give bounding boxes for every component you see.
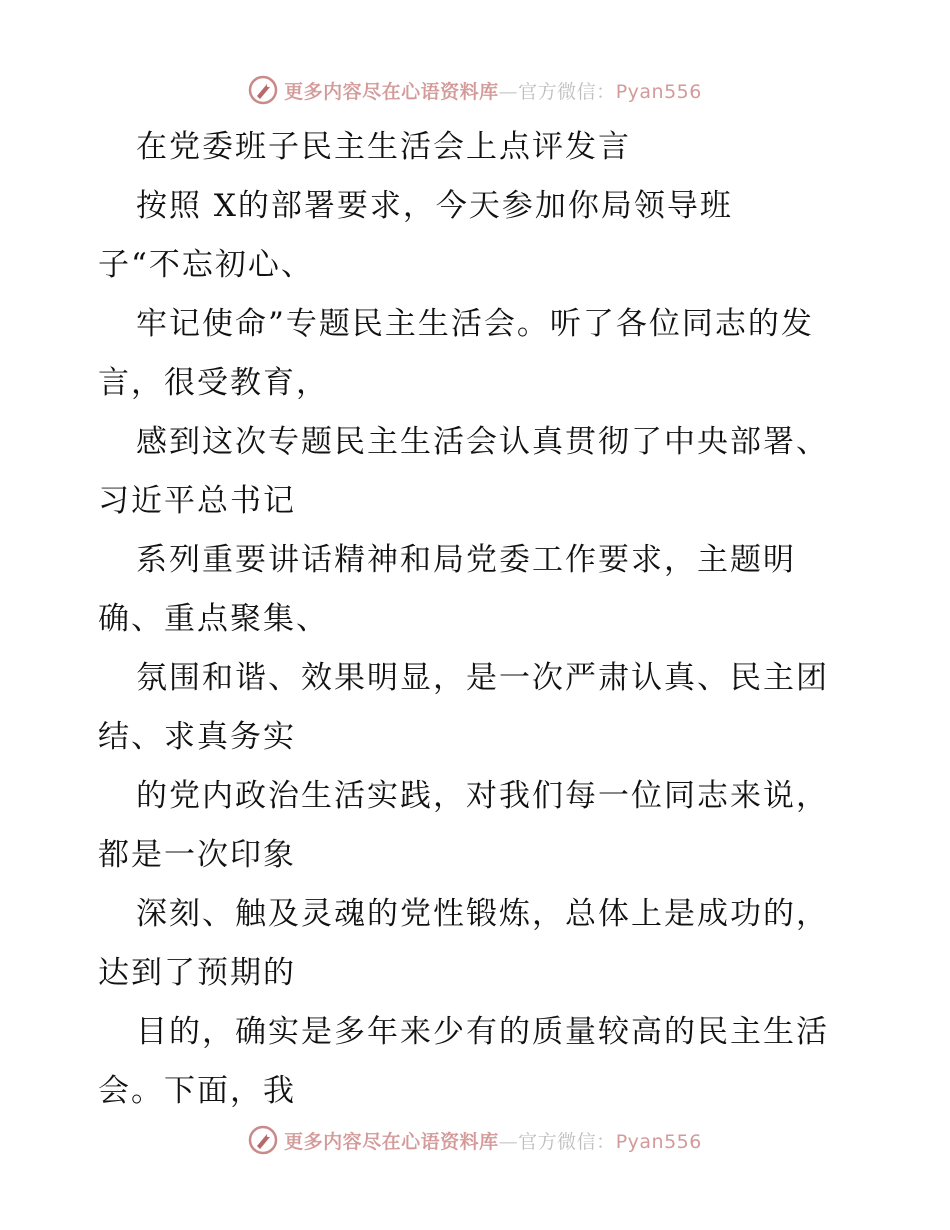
watermark-wechat-id: Pyan556 — [615, 1130, 702, 1153]
paragraph-line: 会。下面，我 — [98, 1073, 296, 1109]
watermark-dash: — — [498, 1130, 519, 1153]
pen-nib-logo-icon — [248, 1125, 278, 1155]
footer-watermark-banner — [0, 1120, 950, 1160]
paragraph-line: 牢记使命”专题民主生活会。听了各位同志的发 — [136, 306, 814, 342]
paragraph-line: 达到了预期的 — [98, 955, 296, 991]
watermark-wechat-label: 官方微信： — [518, 80, 616, 103]
paragraph-line: 系列重要讲话精神和局党委工作要求，主题明 — [136, 542, 796, 578]
paragraph-line: 感到这次专题民主生活会认真贯彻了中央部署、 — [136, 424, 829, 460]
watermark-wechat-label: 官方微信： — [518, 1130, 616, 1153]
paragraph-line: 都是一次印象 — [98, 837, 296, 873]
document-body — [98, 118, 878, 1121]
paragraph-line: 按照 X的部署要求，今天参加你局领导班 — [136, 188, 733, 224]
paragraph-line: 的党内政治生活实践，对我们每一位同志来说， — [136, 778, 829, 814]
paragraph-line: 深刻、触及灵魂的党性锻炼，总体上是成功的， — [136, 896, 829, 932]
paragraph-line: 子“不忘初心、 — [98, 247, 314, 283]
paragraph-line: 习近平总书记 — [98, 483, 296, 519]
watermark-text — [284, 77, 702, 104]
watermark-main-text: 更多内容尽在心语资料库 — [284, 80, 499, 103]
paragraph-line: 结、求真务实 — [98, 719, 296, 755]
paragraph-line: 确、重点聚集、 — [98, 601, 329, 637]
watermark-text — [284, 1127, 702, 1154]
document-title: 在党委班子民主生活会上点评发言 — [136, 129, 631, 165]
watermark-main-text: 更多内容尽在心语资料库 — [284, 1130, 499, 1153]
header-watermark-banner — [0, 70, 950, 110]
paragraph-line: 氛围和谐、效果明显，是一次严肃认真、民主团 — [136, 660, 829, 696]
watermark-dash: — — [498, 80, 519, 103]
paragraph-line: 目的，确实是多年来少有的质量较高的民主生活 — [136, 1014, 829, 1050]
paragraph-line: 言，很受教育， — [98, 365, 329, 401]
watermark-wechat-id: Pyan556 — [615, 80, 702, 103]
pen-nib-logo-icon — [248, 75, 278, 105]
